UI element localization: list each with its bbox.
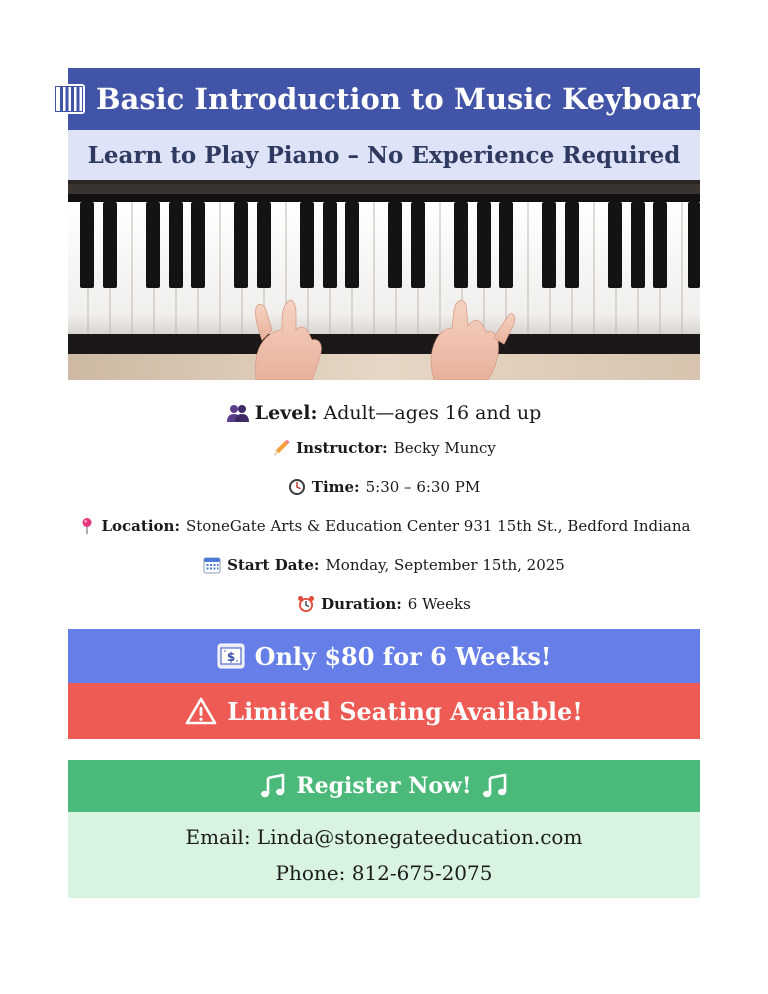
title-banner	[68, 68, 716, 130]
instructor-value: Becky Muncy	[393, 438, 496, 457]
clock-icon	[288, 478, 306, 496]
class-details	[68, 380, 700, 623]
detail-duration	[68, 584, 700, 623]
seating-text: Limited Seating Available!	[227, 696, 583, 726]
pin-icon	[78, 517, 96, 535]
music-note-icon	[260, 773, 286, 799]
price-text: Only $80 for 6 Weeks!	[254, 641, 552, 671]
flyer	[68, 68, 716, 898]
level-label: Level:	[254, 402, 318, 424]
location-label: Location:	[101, 516, 180, 535]
money-icon	[217, 643, 245, 669]
piano-hands-photo	[68, 180, 700, 380]
subtitle-banner	[68, 130, 700, 180]
start-date-value: Monday, September 15th, 2025	[325, 555, 565, 574]
duration-label: Duration:	[321, 594, 402, 613]
start-date-label: Start Date:	[227, 555, 320, 574]
pencil-icon	[272, 439, 290, 457]
flyer-subtitle: Learn to Play Piano – No Experience Required	[87, 141, 681, 169]
detail-start-date	[68, 545, 700, 584]
instructor-label: Instructor:	[296, 438, 388, 457]
people-icon	[227, 403, 249, 423]
flyer-title: Basic Introduction to Music Keyboard	[96, 82, 716, 116]
detail-instructor	[68, 428, 700, 467]
alarm-clock-icon	[297, 595, 315, 613]
contact-box	[68, 812, 700, 898]
register-banner	[68, 760, 700, 812]
warning-icon	[185, 697, 217, 725]
contact-email[interactable]: Email: Linda@stonegateeducation.com	[185, 824, 583, 849]
detail-level	[68, 398, 700, 428]
duration-value: 6 Weeks	[407, 594, 471, 613]
location-value: StoneGate Arts & Education Center 931 15th St., Bedford Indiana	[185, 516, 691, 535]
detail-location	[68, 506, 700, 545]
time-value: 5:30 – 6:30 PM	[365, 477, 481, 496]
detail-time	[68, 467, 700, 506]
price-banner	[68, 629, 700, 683]
level-value: Adult—ages 16 and up	[323, 402, 542, 424]
piano-keys-icon	[52, 83, 86, 115]
time-label: Time:	[311, 477, 360, 496]
seating-banner	[68, 683, 700, 739]
register-title: Register Now!	[296, 773, 472, 799]
calendar-icon	[203, 556, 221, 574]
contact-phone[interactable]: Phone: 812-675-2075	[275, 861, 493, 886]
svg-text:$: $	[226, 650, 235, 664]
music-note-icon	[482, 773, 508, 799]
